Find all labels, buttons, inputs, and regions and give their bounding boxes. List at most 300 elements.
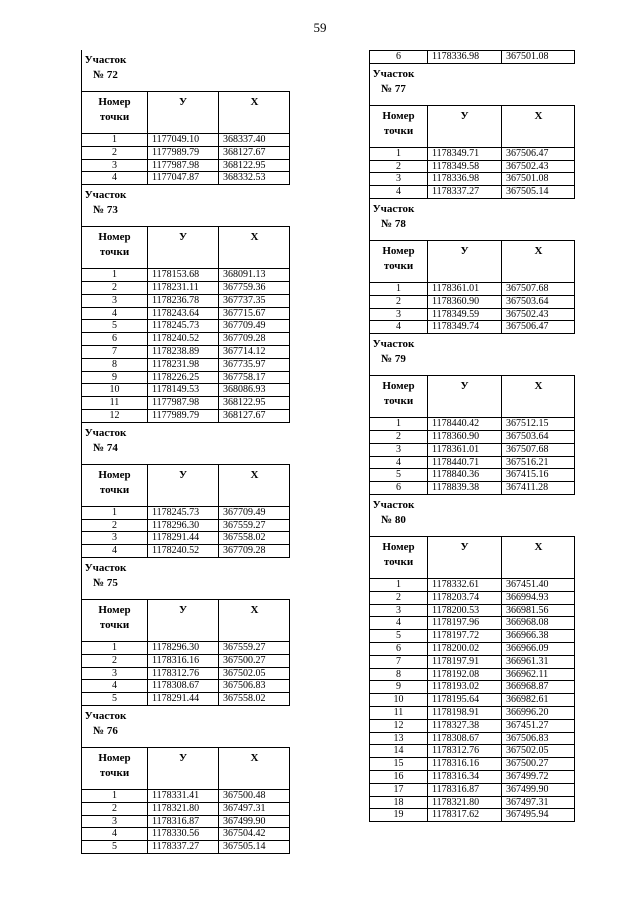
point-number-cell: 7	[370, 656, 428, 668]
y-coordinate-cell: 1178236.78	[148, 295, 219, 307]
plot-number: № 80	[381, 513, 406, 526]
table-row	[82, 545, 290, 558]
table-header	[82, 748, 290, 790]
table-row	[370, 745, 575, 758]
point-number-cell: 4	[82, 545, 148, 557]
y-header: У	[428, 106, 502, 147]
coordinate-rows	[370, 50, 575, 64]
point-number-cell: 5	[370, 630, 428, 642]
x-coordinate-cell: 366966.38	[506, 630, 549, 642]
table-header	[82, 600, 290, 642]
point-number-header	[370, 241, 428, 282]
x-coordinate-cell: 367500.48	[223, 789, 266, 801]
table-row	[370, 444, 575, 457]
x-header: Х	[534, 540, 543, 553]
point-number-header-line1: Номер	[382, 540, 415, 553]
table-row	[82, 532, 290, 545]
point-number-cell: 2	[82, 520, 148, 532]
x-coordinate-cell: 367502.05	[223, 667, 266, 679]
x-coordinate-cell: 367503.64	[506, 295, 549, 307]
point-number-cell: 6	[370, 643, 428, 655]
table-row	[370, 681, 575, 694]
x-coordinate-cell: 367709.49	[223, 506, 266, 518]
point-number-header	[82, 600, 148, 641]
point-number-cell: 10	[370, 694, 428, 706]
x-coordinate-cell: 367497.31	[506, 796, 549, 808]
y-coordinate-cell: 1178349.59	[428, 309, 502, 321]
y-coordinate-cell: 1178291.44	[148, 532, 219, 544]
point-number-header-line2: точки	[383, 555, 414, 568]
x-coordinate-cell: 367559.27	[223, 519, 266, 531]
x-coordinate-cell: 367516.21	[506, 456, 549, 468]
plot-title-word: Участок	[84, 709, 127, 722]
point-number-header	[370, 106, 428, 147]
plot-section	[82, 50, 290, 185]
table-row	[370, 694, 575, 707]
table-row	[82, 668, 290, 681]
point-number-header	[82, 465, 148, 506]
y-coordinate-cell: 1178149.53	[148, 384, 219, 396]
x-header: Х	[250, 468, 259, 481]
plot-number: № 74	[93, 441, 118, 454]
x-coordinate-cell: 367737.35	[223, 294, 266, 306]
y-coordinate-cell: 1177047.87	[148, 172, 219, 184]
plot-title-text	[82, 188, 129, 218]
x-coordinate-cell: 367506.83	[223, 680, 266, 692]
point-number-cell: 3	[370, 605, 428, 617]
y-coordinate-cell: 1178291.44	[148, 693, 219, 705]
y-coordinate-cell: 1178192.08	[428, 669, 502, 681]
point-number-cell: 4	[370, 186, 428, 198]
x-coordinate-cell: 366994.93	[506, 591, 549, 603]
table-row	[82, 359, 290, 372]
y-coordinate-cell: 1178245.73	[148, 320, 219, 332]
y-header: У	[148, 748, 219, 789]
table-row	[82, 172, 290, 185]
point-number-cell: 4	[370, 321, 428, 333]
y-coordinate-cell: 1178312.76	[148, 668, 219, 680]
table-row	[370, 186, 575, 199]
y-coordinate-cell: 1178337.27	[428, 186, 502, 198]
x-header: Х	[250, 231, 259, 244]
x-coordinate-cell: 367758.17	[223, 371, 266, 383]
x-coordinate-cell: 368337.40	[223, 134, 266, 145]
point-number-cell: 3	[82, 295, 148, 307]
y-coordinate-cell: 1178153.68	[148, 269, 219, 281]
point-number-cell: 18	[370, 797, 428, 809]
table-header	[370, 241, 575, 283]
table-row	[82, 655, 290, 668]
point-number-cell: 2	[370, 161, 428, 173]
table-header	[370, 376, 575, 418]
table-header	[370, 106, 575, 148]
plot-title	[370, 334, 575, 376]
table-row	[370, 720, 575, 733]
point-number-cell: 2	[370, 296, 428, 308]
x-coordinate-cell: 367502.43	[506, 308, 549, 320]
x-coordinate-cell: 367512.15	[506, 418, 549, 430]
point-number-cell: 12	[82, 410, 148, 422]
point-number-cell: 8	[370, 669, 428, 681]
point-number-cell: 17	[370, 784, 428, 796]
point-number-cell: 3	[82, 532, 148, 544]
y-coordinate-cell: 1178316.34	[428, 771, 502, 783]
point-number-header	[82, 92, 148, 133]
plot-title	[82, 423, 290, 465]
plot-title-word: Участок	[372, 202, 415, 215]
table-row	[370, 469, 575, 482]
point-number-cell: 2	[82, 655, 148, 667]
plot-title	[82, 706, 290, 748]
plot-title-word: Участок	[84, 189, 127, 202]
plot-section	[370, 199, 575, 334]
x-header: Х	[250, 96, 259, 108]
table-row	[370, 733, 575, 746]
plot-title	[370, 64, 575, 106]
point-number-cell: 3	[82, 668, 148, 680]
table-row	[82, 320, 290, 333]
x-coordinate-cell: 368091.13	[223, 269, 266, 281]
point-number-cell: 5	[82, 693, 148, 705]
table-row	[370, 643, 575, 656]
y-coordinate-cell: 1178321.80	[428, 797, 502, 809]
page-number: 59	[313, 20, 327, 35]
table-row	[370, 457, 575, 470]
point-number-cell: 8	[82, 359, 148, 371]
x-coordinate-cell: 367507.68	[506, 443, 549, 455]
y-coordinate-cell: 1178308.67	[148, 680, 219, 692]
point-number-cell: 2	[82, 803, 148, 815]
x-coordinate-cell: 367451.40	[506, 578, 549, 590]
x-coordinate-cell: 368122.95	[223, 159, 266, 171]
y-header: У	[148, 465, 219, 506]
point-number-header-line2: точки	[99, 483, 130, 496]
x-coordinate-cell: 367709.28	[223, 333, 266, 345]
x-coordinate-cell: 366966.09	[506, 642, 549, 654]
point-number-cell: 1	[370, 283, 428, 295]
y-coordinate-cell: 1178317.62	[428, 809, 502, 821]
table-row	[82, 295, 290, 308]
x-coordinate-cell: 367499.90	[223, 815, 266, 827]
x-coordinate-cell: 367558.02	[223, 532, 266, 544]
table-row	[370, 482, 575, 495]
y-header: У	[428, 241, 502, 282]
point-number-cell: 12	[370, 720, 428, 732]
point-number-header-line1: Номер	[382, 380, 415, 393]
point-number-cell: 3	[370, 309, 428, 321]
table-row	[370, 418, 575, 431]
point-number-header-line1: Номер	[98, 96, 131, 108]
x-coordinate-cell: 367499.72	[506, 770, 549, 782]
point-number-cell: 4	[82, 680, 148, 692]
y-coordinate-cell: 1178238.89	[148, 346, 219, 358]
y-header: У	[428, 376, 502, 417]
x-coordinate-cell: 367411.28	[506, 482, 549, 494]
x-coordinate-cell: 367504.42	[223, 828, 266, 840]
point-number-header-line2: точки	[383, 124, 414, 137]
point-number-cell: 5	[82, 841, 148, 853]
point-number-cell: 3	[370, 444, 428, 456]
point-number-cell: 3	[370, 173, 428, 185]
y-coordinate-cell: 1178336.98	[428, 173, 502, 185]
table-row	[82, 333, 290, 346]
plot-title-text	[82, 561, 129, 591]
table-header	[370, 537, 575, 579]
table-row	[82, 384, 290, 397]
y-coordinate-cell: 1178200.53	[428, 605, 502, 617]
x-coordinate-cell: 366961.31	[506, 655, 549, 667]
table-row	[370, 592, 575, 605]
plot-section	[82, 185, 290, 423]
coordinate-rows	[82, 134, 290, 185]
point-number-cell: 14	[370, 745, 428, 757]
plot-title-text	[82, 426, 129, 456]
y-coordinate-cell: 1178360.90	[428, 431, 502, 443]
x-coordinate-cell: 367558.02	[223, 693, 266, 705]
table-row	[82, 397, 290, 410]
plot-number: № 75	[93, 576, 118, 589]
x-coordinate-cell: 366982.61	[506, 694, 549, 706]
table-row	[82, 372, 290, 385]
x-coordinate-cell: 367500.27	[506, 758, 549, 770]
table-row	[82, 134, 290, 147]
y-coordinate-cell: 1178337.27	[148, 841, 219, 853]
table-row	[370, 161, 575, 174]
x-coordinate-cell: 367506.47	[506, 321, 549, 333]
x-coordinate-cell: 366996.20	[506, 706, 549, 718]
point-number-header	[82, 227, 148, 268]
x-coordinate-cell: 367714.12	[223, 345, 266, 357]
x-coordinate-cell: 366968.08	[506, 617, 549, 629]
table-row	[370, 809, 575, 822]
plot-title	[82, 185, 290, 227]
point-number-cell: 1	[82, 269, 148, 281]
x-coordinate-cell: 368127.67	[223, 146, 266, 158]
point-number-cell: 6	[82, 333, 148, 345]
x-header: Х	[534, 380, 543, 393]
x-coordinate-cell: 367505.14	[223, 841, 266, 853]
x-header: Х	[250, 751, 259, 764]
y-coordinate-cell: 1178240.52	[148, 333, 219, 345]
x-coordinate-cell: 367499.90	[506, 783, 549, 795]
plot-title	[82, 50, 290, 92]
x-header: Х	[534, 109, 543, 122]
point-number-cell: 7	[82, 346, 148, 358]
plot-title-word: Участок	[84, 561, 127, 574]
table-row	[82, 828, 290, 841]
table-row	[82, 282, 290, 295]
x-header: Х	[250, 603, 259, 616]
y-coordinate-cell: 1177987.98	[148, 160, 219, 172]
x-coordinate-cell: 367501.08	[506, 51, 549, 62]
point-number-header-line2: точки	[99, 618, 130, 631]
table-row	[82, 410, 290, 423]
y-coordinate-cell: 1177049.10	[148, 134, 219, 146]
plot-section	[82, 558, 290, 706]
x-coordinate-cell: 366981.56	[506, 604, 549, 616]
point-number-cell: 1	[370, 418, 428, 430]
y-coordinate-cell: 1178226.25	[148, 372, 219, 384]
x-coordinate-cell: 367497.31	[223, 802, 266, 814]
plot-section	[370, 495, 575, 822]
y-header: У	[148, 92, 219, 133]
table-row	[370, 321, 575, 334]
y-coordinate-cell: 1178197.91	[428, 656, 502, 668]
y-coordinate-cell: 1178349.58	[428, 161, 502, 173]
point-number-cell: 15	[370, 758, 428, 770]
x-coordinate-cell: 368122.95	[223, 397, 266, 409]
coordinate-rows	[370, 418, 575, 495]
y-coordinate-cell: 1178308.67	[428, 733, 502, 745]
plot-title-text	[82, 709, 129, 739]
plot-number: № 76	[93, 724, 118, 737]
table-row	[82, 160, 290, 173]
y-coordinate-cell: 1178193.02	[428, 681, 502, 693]
point-number-cell: 1	[82, 134, 148, 146]
x-coordinate-cell: 367506.83	[506, 732, 549, 744]
y-coordinate-cell: 1178312.76	[428, 745, 502, 757]
point-number-header-line1: Номер	[98, 751, 131, 764]
y-coordinate-cell: 1178360.90	[428, 296, 502, 308]
table-row	[370, 309, 575, 322]
table-row	[370, 148, 575, 161]
point-number-cell: 11	[370, 707, 428, 719]
point-number-cell: 2	[370, 431, 428, 443]
table-row	[370, 630, 575, 643]
table-row	[370, 296, 575, 309]
point-number-header-line1: Номер	[98, 603, 131, 616]
plot-title-text	[82, 53, 129, 83]
plot-number: № 78	[381, 217, 406, 230]
table-row	[370, 771, 575, 784]
table-row	[370, 579, 575, 592]
y-coordinate-cell: 1178440.42	[428, 418, 502, 430]
point-number-header-line2: точки	[383, 259, 414, 272]
plot-title	[370, 495, 575, 537]
point-number-header	[370, 376, 428, 417]
point-number-cell: 19	[370, 809, 428, 821]
table-header	[82, 227, 290, 269]
y-coordinate-cell: 1178349.74	[428, 321, 502, 333]
y-coordinate-cell: 1178316.16	[148, 655, 219, 667]
point-number-header-line2: точки	[99, 766, 130, 779]
coordinate-rows	[370, 283, 575, 334]
plot-title-text	[370, 498, 417, 528]
table-row	[370, 50, 575, 64]
point-number-cell: 2	[82, 282, 148, 294]
x-coordinate-cell: 367715.67	[223, 307, 266, 319]
point-number-header	[82, 748, 148, 789]
plot-section	[370, 64, 575, 199]
y-coordinate-cell: 1178361.01	[428, 444, 502, 456]
x-coordinate-cell: 368086.93	[223, 384, 266, 396]
y-coordinate-cell: 1177989.79	[148, 410, 219, 422]
plot-number: № 79	[381, 353, 406, 366]
y-coordinate-cell: 1178349.71	[428, 148, 502, 160]
table-row	[370, 758, 575, 771]
table-row	[82, 642, 290, 655]
y-coordinate-cell: 1178327.38	[428, 720, 502, 732]
point-number-header-line2: точки	[383, 395, 414, 408]
table-row	[370, 797, 575, 810]
table-row	[82, 816, 290, 829]
table-row	[82, 693, 290, 706]
plot-title-word: Участок	[84, 54, 127, 66]
plot-title-word: Участок	[372, 67, 415, 80]
table-row	[370, 605, 575, 618]
table-row	[82, 507, 290, 520]
x-coordinate-cell: 367759.36	[223, 281, 266, 293]
x-coordinate-cell: 368332.53	[223, 172, 266, 184]
y-header: У	[148, 227, 219, 268]
x-coordinate-cell: 367709.28	[223, 545, 266, 557]
plot-title-word: Участок	[372, 338, 415, 351]
plot-title-text	[370, 67, 417, 97]
point-number-cell: 4	[82, 828, 148, 840]
x-coordinate-cell: 367495.94	[506, 809, 549, 821]
point-number-header-line1: Номер	[98, 231, 131, 244]
table-row	[370, 431, 575, 444]
y-coordinate-cell: 1178231.11	[148, 282, 219, 294]
point-number-cell: 5	[370, 469, 428, 481]
plot-title-word: Участок	[372, 498, 415, 511]
y-coordinate-cell: 1178839.38	[428, 482, 502, 494]
x-coordinate-cell: 366968.87	[506, 681, 549, 693]
point-number-cell: 6	[370, 51, 428, 63]
table-row	[82, 269, 290, 282]
y-coordinate-cell: 1178316.87	[148, 816, 219, 828]
y-coordinate-cell: 1178231.98	[148, 359, 219, 371]
x-coordinate-cell: 367507.68	[506, 282, 549, 294]
right-table-column	[369, 50, 575, 822]
point-number-cell: 1	[82, 790, 148, 802]
coordinate-rows	[82, 507, 290, 558]
y-coordinate-cell: 1178195.64	[428, 694, 502, 706]
point-number-cell: 4	[370, 617, 428, 629]
point-number-cell: 9	[82, 372, 148, 384]
table-header	[82, 465, 290, 507]
plot-title	[82, 558, 290, 600]
table-row	[82, 680, 290, 693]
table-row	[82, 308, 290, 321]
table-row	[370, 656, 575, 669]
x-coordinate-cell: 367505.14	[506, 186, 549, 198]
y-coordinate-cell: 1178316.16	[428, 758, 502, 770]
table-row	[370, 173, 575, 186]
point-number-header-line1: Номер	[98, 468, 131, 481]
y-coordinate-cell: 1178336.98	[428, 51, 502, 63]
plot-title	[370, 199, 575, 241]
point-number-header	[370, 537, 428, 578]
y-coordinate-cell: 1178243.64	[148, 308, 219, 320]
point-number-cell: 2	[82, 147, 148, 159]
y-coordinate-cell: 1178245.73	[148, 507, 219, 519]
point-number-cell: 4	[370, 457, 428, 469]
point-number-cell: 10	[82, 384, 148, 396]
point-number-header-line1: Номер	[382, 244, 415, 257]
x-header: Х	[534, 244, 543, 257]
point-number-cell: 5	[82, 320, 148, 332]
table-header	[82, 92, 290, 134]
point-number-cell: 3	[82, 816, 148, 828]
x-coordinate-cell: 367501.08	[506, 173, 549, 185]
point-number-cell: 3	[82, 160, 148, 172]
x-coordinate-cell: 367709.49	[223, 320, 266, 332]
plot-number: № 72	[93, 69, 118, 81]
y-coordinate-cell: 1178332.61	[428, 579, 502, 591]
point-number-cell: 2	[370, 592, 428, 604]
point-number-cell: 11	[82, 397, 148, 409]
